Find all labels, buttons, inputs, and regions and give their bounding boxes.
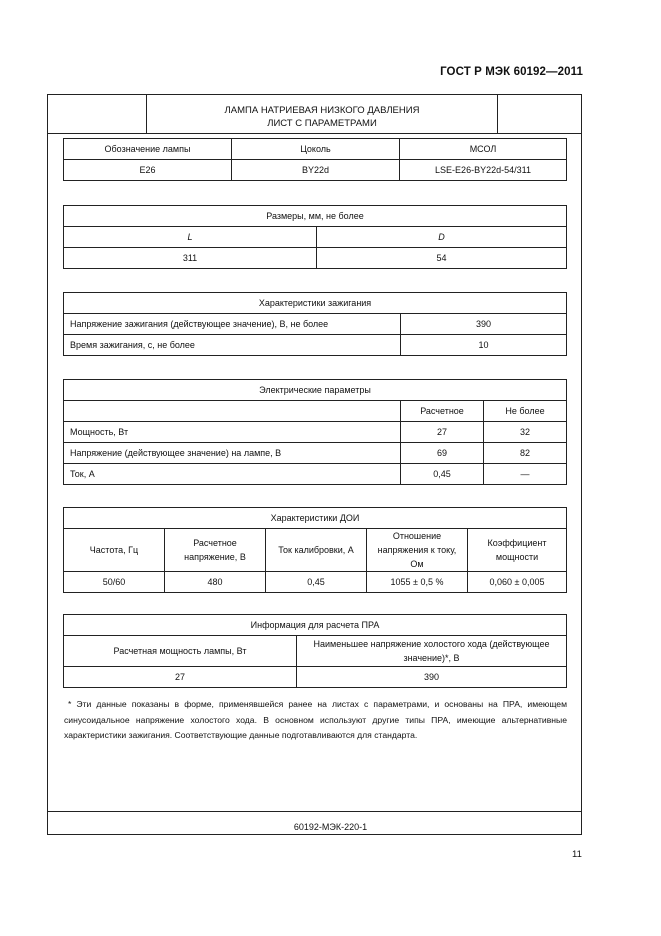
rated-voltage-value: 480 xyxy=(165,572,266,593)
power-rated: 27 xyxy=(401,422,484,443)
table-row xyxy=(64,380,567,401)
sheet-title-line2: ЛИСТ С ПАРАМЕТРАМИ xyxy=(267,118,377,129)
voltage-current-ratio-value: 1055 ± 0,5 % xyxy=(367,572,468,593)
table-row xyxy=(64,401,567,422)
sheet-title-line1: ЛАМПА НАТРИЕВАЯ НИЗКОГО ДАВЛЕНИЯ xyxy=(224,105,420,116)
msol-value: LSE-E26-BY22d-54/311 xyxy=(400,160,567,181)
voltage-current-ratio-header: Отношение напряжения к току, Ом xyxy=(367,529,468,572)
pra-title: Информация для расчета ПРА xyxy=(64,615,567,636)
frequency-value: 50/60 xyxy=(64,572,165,593)
table-row xyxy=(64,248,567,269)
designation-header: Обозначение лампы xyxy=(64,139,232,160)
frequency-header: Частота, Гц xyxy=(64,529,165,572)
standard-code: ГОСТ Р МЭК 60192—2011 xyxy=(440,66,583,78)
ignition-title: Характеристики зажигания xyxy=(64,293,567,314)
dimensions-table xyxy=(63,205,567,269)
footer-divider xyxy=(48,811,581,812)
max-header: Не более xyxy=(484,401,567,422)
electrical-title: Электрические параметры xyxy=(64,380,567,401)
diameter-header: D xyxy=(317,227,567,248)
table-row xyxy=(64,443,567,464)
table-row xyxy=(64,293,567,314)
ignition-voltage-value: 390 xyxy=(401,314,567,335)
power-label: Мощность, Вт xyxy=(64,422,401,443)
header-right-cell xyxy=(497,95,582,133)
table-row xyxy=(64,464,567,485)
table-row xyxy=(64,227,567,248)
table-row xyxy=(64,508,567,529)
voltage-label: Напряжение (действующее значение) на лампе, В xyxy=(64,443,401,464)
table-row xyxy=(64,529,567,572)
ignition-table xyxy=(63,292,567,356)
open-circuit-voltage-value: 390 xyxy=(297,667,567,688)
pra-table xyxy=(63,614,567,688)
lamp-power-value: 27 xyxy=(64,667,297,688)
footnote: * Эти данные показаны в форме, применявшейся ранее на листах с параметрами, и основаны на ПРА, имеющем синусоидальное напряжение холостого хода. В основном используют другие типы ПРА, имеющие альтернативные характеристики зажигания. Соответствующие данные подготавливаются для стандарта. xyxy=(64,699,567,740)
open-circuit-voltage-header: Наименьшее напряжение холостого хода (действующее значение)*, В xyxy=(297,636,567,667)
table-row xyxy=(64,615,567,636)
table-row xyxy=(64,572,567,593)
dimensions-title: Размеры, мм, не более xyxy=(64,206,567,227)
current-label: Ток, А xyxy=(64,464,401,485)
msol-header: МСОЛ xyxy=(400,139,567,160)
table-row xyxy=(64,314,567,335)
page-number: 11 xyxy=(572,849,582,860)
power-factor-header: Коэффициент мощности xyxy=(468,529,567,572)
ignition-time-value: 10 xyxy=(401,335,567,356)
rated-voltage-header: Расчетное напряжение, В xyxy=(165,529,266,572)
electrical-table xyxy=(63,379,567,485)
base-header: Цоколь xyxy=(232,139,400,160)
rated-header: Расчетное xyxy=(401,401,484,422)
current-max: — xyxy=(484,464,567,485)
diameter-value: 54 xyxy=(317,248,567,269)
ignition-time-label: Время зажигания, с, не более xyxy=(64,335,401,356)
voltage-max: 82 xyxy=(484,443,567,464)
table-row xyxy=(64,160,567,181)
power-factor-value: 0,060 ± 0,005 xyxy=(468,572,567,593)
designation-value: E26 xyxy=(64,160,232,181)
sheet-title xyxy=(147,104,497,130)
table-row xyxy=(64,667,567,688)
calibration-current-value: 0,45 xyxy=(266,572,367,593)
electrical-blank-header xyxy=(64,401,401,422)
ignition-voltage-label: Напряжение зажигания (действующее значение), В, не более xyxy=(64,314,401,335)
voltage-rated: 69 xyxy=(401,443,484,464)
sheet-code: 60192-МЭК-220-1 xyxy=(293,822,368,832)
base-value: BY22d xyxy=(232,160,400,181)
doi-title: Характеристики ДОИ xyxy=(64,508,567,529)
doi-table xyxy=(63,507,567,593)
table-row xyxy=(64,422,567,443)
table-row xyxy=(64,636,567,667)
power-max: 32 xyxy=(484,422,567,443)
designation-table xyxy=(63,138,567,181)
calibration-current-header: Ток калибровки, А xyxy=(266,529,367,572)
table-row xyxy=(64,206,567,227)
length-header: L xyxy=(64,227,317,248)
lamp-power-header: Расчетная мощность лампы, Вт xyxy=(64,636,297,667)
header-left-cell xyxy=(48,95,147,133)
table-row xyxy=(64,335,567,356)
sheet-header xyxy=(48,95,581,134)
current-rated: 0,45 xyxy=(401,464,484,485)
length-value: 311 xyxy=(64,248,317,269)
table-row xyxy=(64,139,567,160)
